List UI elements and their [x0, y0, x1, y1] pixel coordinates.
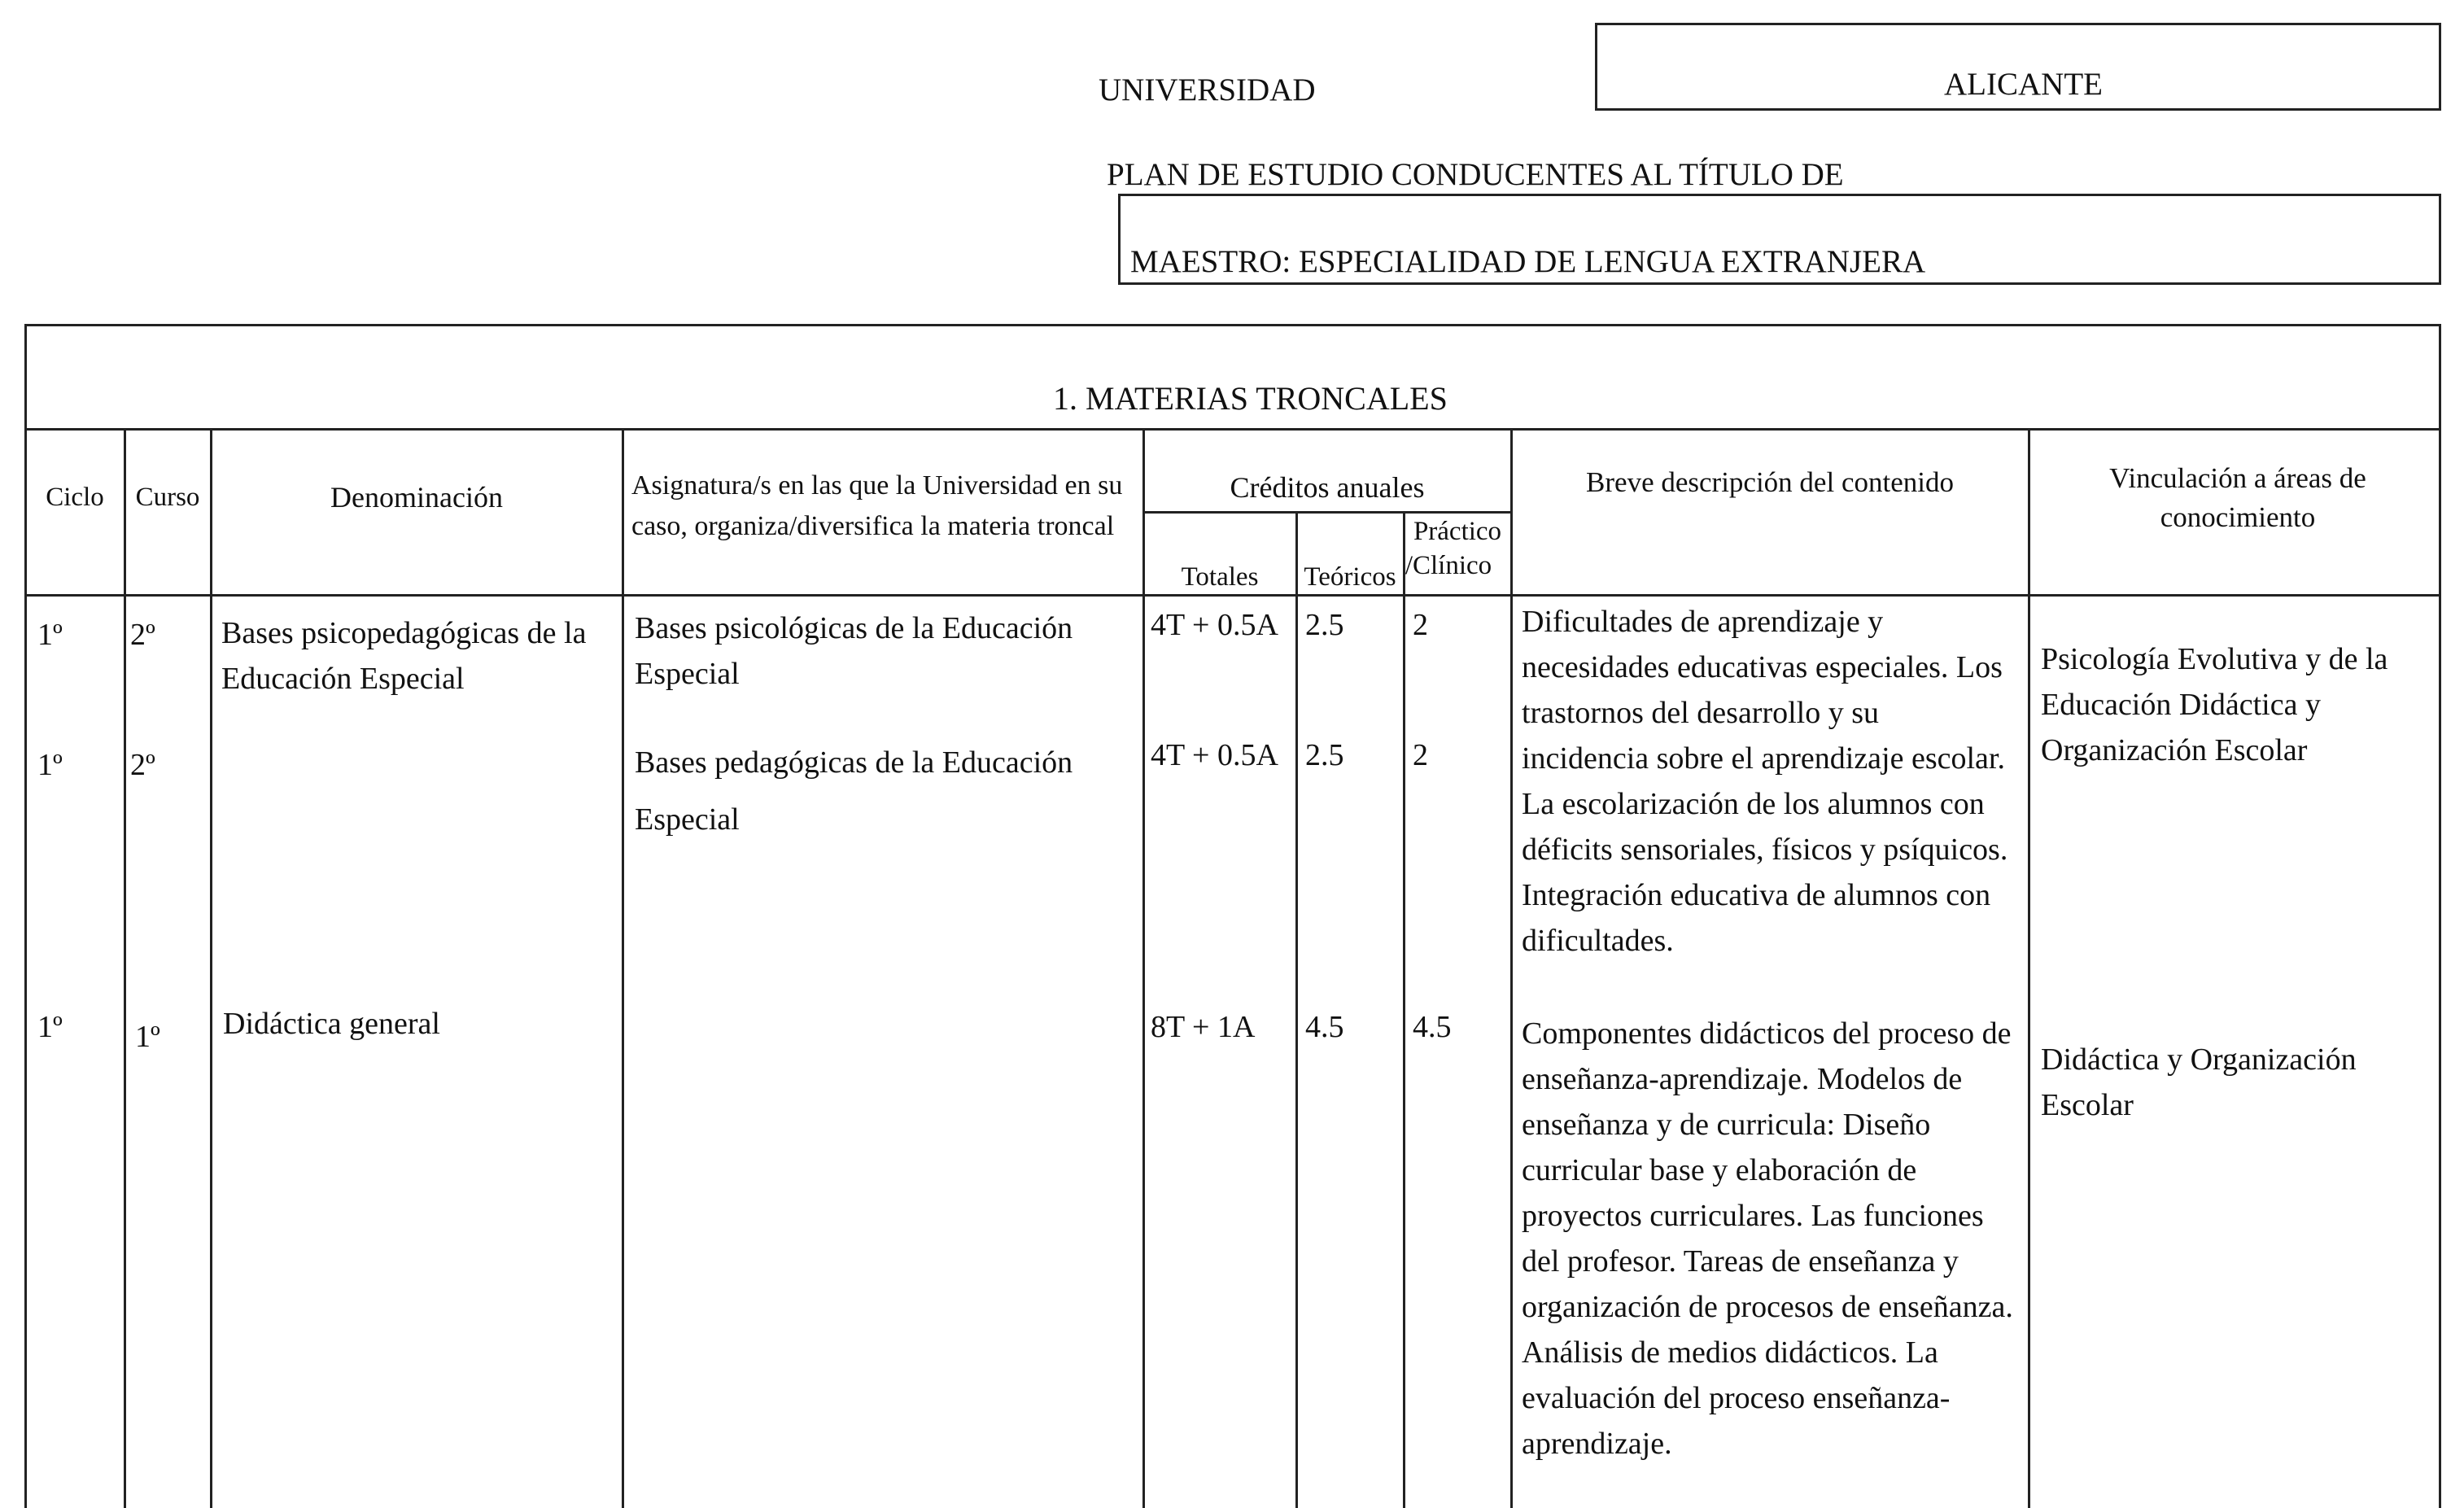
- university-box: [1595, 23, 2441, 111]
- cell-asignatura: Bases pedagógicas de la Educación Especial: [635, 745, 1073, 837]
- section-divider: [24, 428, 2441, 431]
- col-divider-creditos: [1510, 428, 1513, 1508]
- cell-curso: 1º: [135, 1020, 160, 1054]
- col-header-ciclo: Ciclo: [46, 483, 104, 512]
- university-value: ALICANTE: [1944, 67, 2103, 102]
- cell-practico: 2: [1413, 608, 1428, 642]
- title-value: MAESTRO: ESPECIALIDAD DE LENGUA EXTRANJERA: [1130, 244, 1926, 279]
- plan-label: PLAN DE ESTUDIO CONDUCENTES AL TÍTULO DE: [1107, 157, 1844, 192]
- col-divider-teoricos: [1403, 511, 1405, 1508]
- col-header-creditos: Créditos anuales: [1230, 471, 1425, 504]
- col-header-asignaturas: Asignatura/s en las que la Universidad en su caso, organiza/diversifica la materia troncal: [631, 470, 1123, 541]
- cell-teoricos: 2.5: [1305, 608, 1344, 642]
- cell-descripcion: Dificultades de aprendizaje y necesidades educativas especiales. Los trastornos del desarrollo y su incidencia sobre el aprendizaje escolar. La escolarización de los alumnos con déficits sensoriales, físicos y psíquicos. Integración educativa de alumnos con dificultades.: [1522, 605, 2008, 958]
- cell-practico: 4.5: [1413, 1010, 1452, 1044]
- col-header-totales: Totales: [1181, 562, 1259, 592]
- col-divider-curso: [210, 428, 212, 1508]
- cell-ciclo: 1º: [37, 1010, 63, 1044]
- col-header-practico-2: /Clínico: [1405, 551, 1492, 580]
- col-divider-ciclo: [124, 428, 126, 1508]
- col-divider-totales: [1295, 511, 1298, 1508]
- cell-practico: 2: [1413, 738, 1428, 772]
- university-label: UNIVERSIDAD: [1099, 72, 1316, 107]
- col-header-descripcion: Breve descripción del contenido: [1586, 466, 1954, 498]
- cell-descripcion: Componentes didácticos del proceso de enseñanza-aprendizaje. Modelos de enseñanza y de curricula: Diseño curricular base y elaboración de proyectos curriculares. Las funciones del profesor. Tareas de enseñanza y organización de procesos de enseñanza. Análisis de medios didácticos. La evaluación del proceso enseñanza-aprendizaje.: [1522, 1016, 2013, 1461]
- cell-ciclo: 1º: [37, 748, 63, 782]
- col-header-vinculacion: Vinculación a áreas de conocimiento: [2109, 462, 2366, 533]
- col-header-curso: Curso: [135, 483, 200, 512]
- col-divider-descripcion: [2028, 428, 2030, 1508]
- col-header-practico-1: Práctico: [1413, 517, 1502, 546]
- cell-denominacion: Bases psicopedagógicas de la Educación Especial: [221, 616, 587, 696]
- cell-ciclo: 1º: [37, 618, 63, 652]
- col-header-teoricos: Teóricos: [1304, 562, 1396, 592]
- cell-denominacion: Didáctica general: [223, 1007, 440, 1041]
- cell-totales: 4T + 0.5A: [1151, 738, 1278, 772]
- cell-totales: 8T + 1A: [1151, 1010, 1256, 1044]
- table-top-border: [24, 324, 2441, 326]
- cell-vinculacion: Didáctica y Organización Escolar: [2041, 1042, 2357, 1122]
- cell-asignatura: Bases psicológicas de la Educación Especial: [635, 611, 1073, 691]
- col-divider-denominacion: [622, 428, 624, 1508]
- table-right-border: [2439, 324, 2441, 1508]
- title-box: [1118, 194, 2441, 285]
- cell-totales: 4T + 0.5A: [1151, 608, 1278, 642]
- cell-vinculacion: Psicología Evolutiva y de la Educación Didáctica y Organización Escolar: [2041, 642, 2388, 767]
- cell-teoricos: 4.5: [1305, 1010, 1344, 1044]
- cell-curso: 2º: [130, 748, 155, 782]
- col-header-denominacion: Denominación: [330, 481, 503, 514]
- cell-curso: 2º: [130, 618, 155, 652]
- cell-teoricos: 2.5: [1305, 738, 1344, 772]
- section-title: 1. MATERIAS TRONCALES: [1053, 380, 1448, 417]
